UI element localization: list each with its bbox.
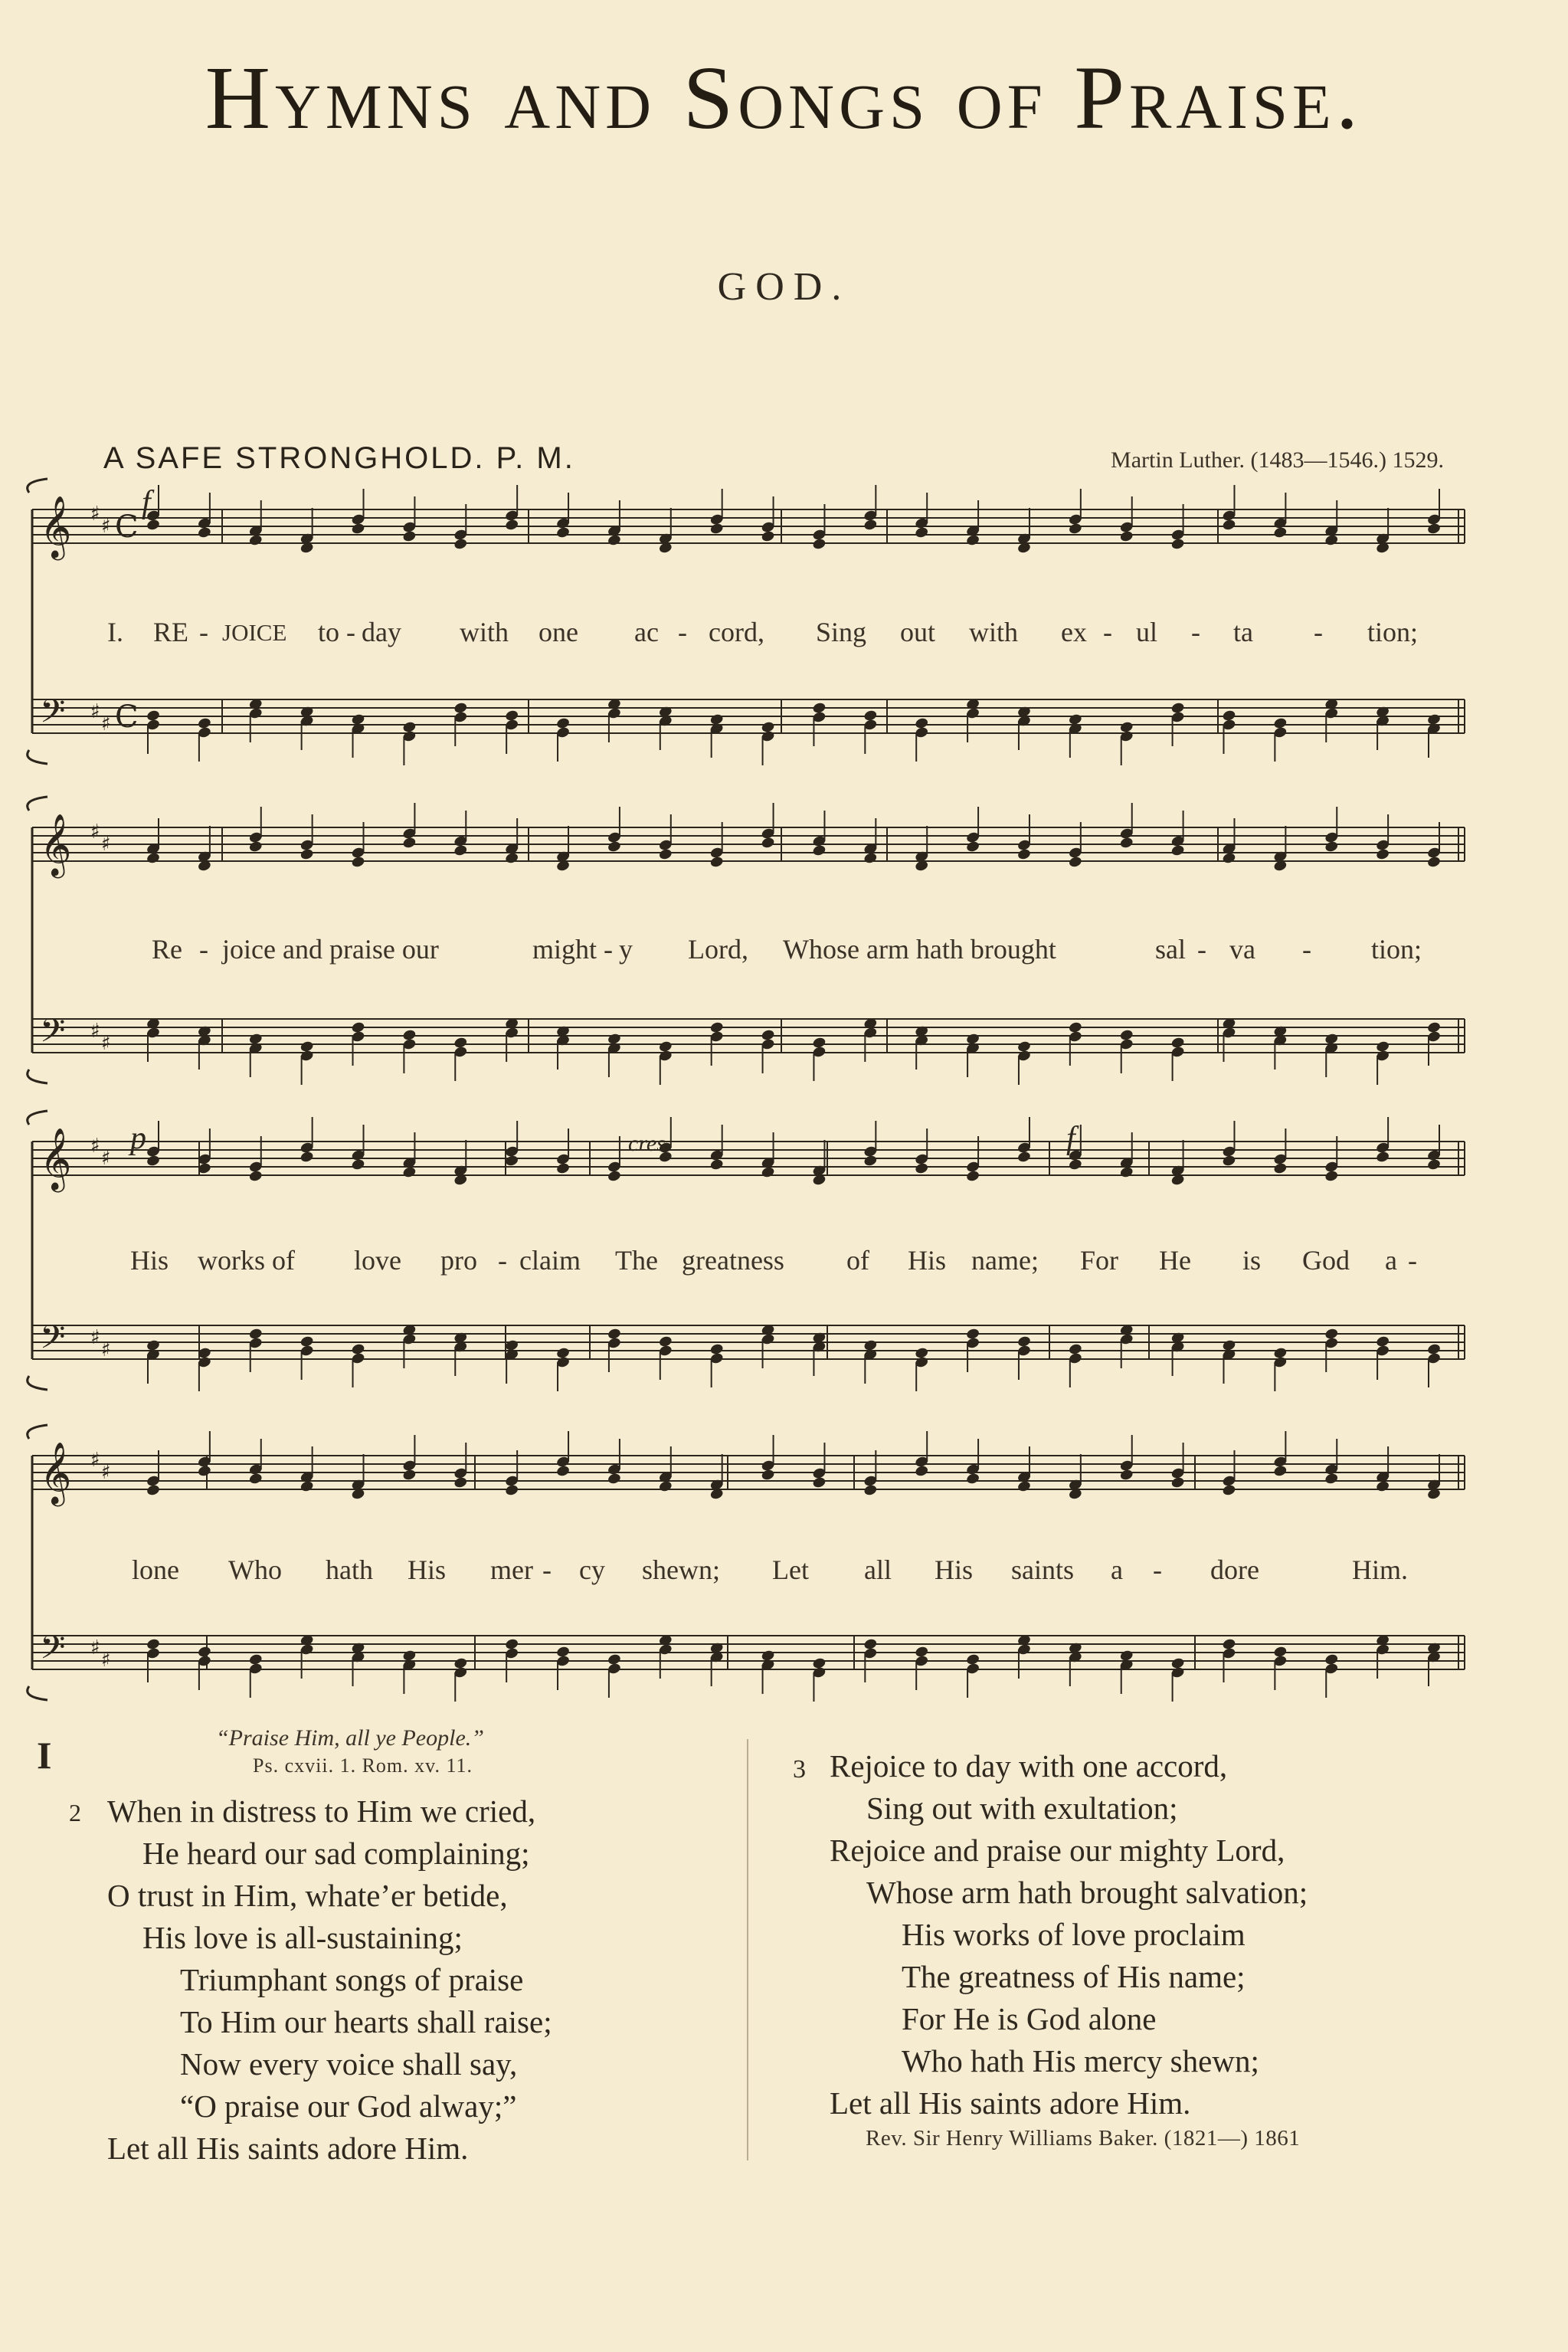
- note-head: [453, 538, 468, 551]
- lyric-syllable: with: [460, 617, 509, 647]
- note-head: [1273, 526, 1288, 539]
- note-head: [1273, 1465, 1288, 1478]
- note-head: [966, 1472, 980, 1486]
- lyric-syllable: -: [542, 1554, 552, 1585]
- lyric-syllable: tion;: [1367, 617, 1419, 647]
- note-head: [1119, 1166, 1134, 1179]
- tune-name: A SAFE STRONGHOLD. P. M.: [103, 441, 575, 475]
- lyric-syllable: all: [864, 1554, 892, 1585]
- lyric-syllable: Him.: [1352, 1554, 1409, 1585]
- note-head: [1376, 848, 1390, 861]
- sharp-sign: ♯: [90, 700, 100, 723]
- note-head: [709, 856, 724, 869]
- note-head: [351, 1158, 365, 1171]
- verse-line: Now every voice shall say,: [180, 2046, 518, 2082]
- note-head: [146, 1155, 160, 1168]
- note-head: [555, 526, 570, 539]
- note-head: [402, 837, 417, 850]
- lyric-syllable: one: [538, 617, 578, 647]
- lyric-syllable: of: [846, 1245, 869, 1276]
- note-head: [966, 534, 980, 547]
- note-head: [658, 848, 673, 861]
- lyric-syllable: His: [935, 1554, 974, 1585]
- column-divider: [747, 1739, 748, 2160]
- verse-line: He heard our sad complaining;: [142, 1836, 530, 1871]
- note-head: [453, 1476, 468, 1489]
- lyric-syllable: saints: [1011, 1554, 1075, 1585]
- verse-line-text: Rejoice to day with one accord,: [830, 1748, 1228, 1784]
- lyric-syllable: ac: [634, 617, 659, 647]
- treble-clef: 𝄞: [40, 1127, 72, 1190]
- sharp-sign: ♯: [101, 1649, 111, 1672]
- note-head: [812, 844, 827, 857]
- lyric-syllable: -: [346, 617, 355, 647]
- note-head: [607, 1170, 621, 1183]
- note-head: [197, 1465, 211, 1478]
- lyric-syllable: to: [318, 617, 340, 647]
- lyric-syllable: -: [199, 617, 208, 647]
- lyric-syllable: mer: [490, 1554, 533, 1585]
- verse-number: 2: [69, 1799, 81, 1826]
- lyrics-line-2: [0, 933, 1568, 967]
- note-head: [761, 530, 775, 543]
- sharp-sign: ♯: [101, 833, 111, 856]
- note-head: [1222, 1155, 1236, 1168]
- note-head: [709, 522, 724, 536]
- bracket-hook: [28, 797, 47, 811]
- note-head: [300, 1151, 314, 1164]
- lyric-syllable: va: [1229, 934, 1255, 965]
- sharp-sign: ♯: [101, 712, 111, 735]
- note-head: [966, 1170, 980, 1183]
- book-title: Hymns and Songs of Praise.: [205, 47, 1363, 148]
- lyric-syllable: For: [1080, 1245, 1119, 1276]
- treble-clef: 𝄞: [40, 813, 72, 876]
- note-head: [863, 1484, 878, 1497]
- lyric-syllable: Let: [772, 1554, 809, 1585]
- note-head: [505, 519, 519, 532]
- lyric-syllable: a: [1385, 1245, 1397, 1276]
- lyric-syllable: -: [678, 617, 687, 647]
- bass-clef: 𝄢: [40, 1012, 66, 1058]
- lyric-syllable: hath: [326, 1554, 373, 1585]
- note-head: [402, 1469, 417, 1482]
- dynamic-crescendo: cres.: [628, 1131, 672, 1156]
- note-head: [555, 1162, 570, 1175]
- lyric-syllable: shewn;: [642, 1554, 720, 1585]
- verse-line: The greatness of His name;: [902, 1959, 1246, 1994]
- common-time: C: [115, 509, 139, 545]
- sharp-sign: ♯: [101, 515, 111, 538]
- bass-clef: 𝄢: [40, 1629, 66, 1675]
- lyric-syllable: name;: [971, 1245, 1039, 1276]
- note-head: [402, 530, 417, 543]
- note-head: [1222, 852, 1236, 865]
- verse-number: 3: [793, 1755, 806, 1784]
- lyric-syllable: sal: [1155, 934, 1186, 965]
- note-head: [1426, 856, 1441, 869]
- lyric-syllable: Sing: [816, 617, 867, 647]
- lyric-syllable: love: [354, 1245, 401, 1276]
- note-head: [505, 1155, 519, 1168]
- verse-line: Sing out with exultation;: [866, 1790, 1178, 1826]
- lyric-syllable: -: [498, 1245, 507, 1276]
- lyric-syllable: dore: [1210, 1554, 1259, 1585]
- note-head: [1170, 1476, 1185, 1489]
- lyric-syllable: -: [1408, 1245, 1417, 1276]
- bracket-hook: [28, 1376, 47, 1390]
- note-head: [915, 1162, 929, 1175]
- note-head: [607, 840, 621, 853]
- lyric-syllable: ul: [1136, 617, 1158, 647]
- note-head: [1016, 1480, 1031, 1493]
- note-head: [863, 1155, 878, 1168]
- note-head: [812, 538, 827, 551]
- verse-line: [793, 1745, 1308, 1787]
- treble-clef: 𝄞: [40, 1441, 72, 1504]
- bass-clef: 𝄢: [40, 693, 66, 739]
- lyric-syllable: -: [199, 934, 208, 965]
- lyric-syllable: -: [604, 934, 613, 965]
- sharp-sign: ♯: [90, 1020, 100, 1043]
- sharp-sign: ♯: [101, 1338, 111, 1361]
- lyric-syllable: cy: [579, 1554, 605, 1585]
- sharp-sign: ♯: [90, 1449, 100, 1472]
- bracket-hook: [28, 1425, 47, 1439]
- note-head: [300, 848, 314, 861]
- lyric-syllable: is: [1242, 1245, 1262, 1276]
- lyric-syllable: His: [130, 1245, 169, 1276]
- sharp-sign: ♯: [90, 1636, 100, 1659]
- dynamic-piano: p: [130, 1121, 146, 1156]
- lyric-syllable: He: [1159, 1245, 1191, 1276]
- note-head: [248, 1472, 263, 1486]
- bracket-hook: [28, 1111, 47, 1125]
- lyric-syllable: -: [1103, 617, 1112, 647]
- verse-line: His works of love proclaim: [902, 1917, 1246, 1952]
- note-head: [1016, 848, 1031, 861]
- treble-clef: 𝄞: [40, 495, 72, 558]
- dynamic-forte: f: [142, 485, 151, 520]
- note-head: [915, 1465, 929, 1478]
- common-time: C: [115, 699, 139, 735]
- note-head: [1324, 1472, 1339, 1486]
- lyrics-line-4: [0, 1554, 1568, 1587]
- verse-2: [69, 1790, 552, 2170]
- author-credit: Rev. Sir Henry Williams Baker. (1821—) 1861: [866, 2126, 1301, 2151]
- note-head: [1273, 1162, 1288, 1175]
- note-head: [1170, 844, 1185, 857]
- lyric-syllable: y: [619, 934, 633, 965]
- lyric-syllable: -: [1314, 617, 1323, 647]
- lyrics-line-3: [0, 1244, 1568, 1278]
- note-head: [1376, 1151, 1390, 1164]
- verse-line: O trust in Him, whate’er betide,: [107, 1878, 508, 1913]
- note-head: [1170, 538, 1185, 551]
- verse-line-text: When in distress to Him we cried,: [107, 1793, 536, 1829]
- lyric-syllable: lone: [132, 1554, 179, 1585]
- lyric-syllable: greatness: [682, 1245, 784, 1276]
- lyric-syllable: The: [615, 1245, 658, 1276]
- note-head: [248, 1170, 263, 1183]
- note-head: [1222, 519, 1236, 532]
- verse-line: Rejoice and praise our mighty Lord,: [830, 1833, 1285, 1868]
- note-head: [863, 852, 878, 865]
- bracket-hook: [28, 1686, 47, 1700]
- note-head: [146, 852, 160, 865]
- note-head: [812, 1476, 827, 1489]
- bracket-hook: [28, 1070, 47, 1083]
- lyric-syllable: His: [908, 1245, 947, 1276]
- lyric-syllable: God: [1302, 1245, 1350, 1276]
- note-head: [863, 519, 878, 532]
- lyric-syllable: His: [408, 1554, 447, 1585]
- lyric-syllable: Whose arm hath brought: [783, 934, 1056, 965]
- bracket-hook: [28, 750, 47, 764]
- note-head: [915, 526, 929, 539]
- lyric-syllable: JOICE: [222, 619, 287, 646]
- sharp-sign: ♯: [101, 1032, 111, 1055]
- verse-line: “O praise our God alway;”: [180, 2088, 517, 2124]
- lyric-syllable: works of: [198, 1245, 295, 1276]
- note-head: [1376, 1480, 1390, 1493]
- verse-line: Triumphant songs of praise: [180, 1962, 524, 1997]
- note-head: [197, 526, 211, 539]
- lyric-syllable: Who: [228, 1554, 282, 1585]
- note-head: [1119, 1469, 1134, 1482]
- note-head: [1068, 1158, 1082, 1171]
- note-head: [1426, 1158, 1441, 1171]
- verse-line: Let all His saints adore Him.: [830, 2085, 1191, 2121]
- note-head: [351, 856, 365, 869]
- note-head: [146, 1484, 160, 1497]
- verse-line: To Him our hearts shall raise;: [180, 2004, 552, 2039]
- note-head: [248, 840, 263, 853]
- lyric-syllable: a: [1111, 1554, 1123, 1585]
- lyric-syllable: might: [532, 934, 597, 965]
- note-head: [505, 852, 519, 865]
- note-head: [761, 1469, 775, 1482]
- bass-clef: 𝄢: [40, 1318, 66, 1364]
- lyric-syllable: joice and praise our: [222, 934, 439, 965]
- note-head: [607, 534, 621, 547]
- section-title: GOD.: [717, 265, 851, 309]
- lyric-syllable: tion;: [1371, 934, 1422, 965]
- sharp-sign: ♯: [90, 503, 100, 526]
- note-head: [505, 1484, 519, 1497]
- lyric-syllable: -: [1302, 934, 1311, 965]
- lyric-syllable: -: [1153, 1554, 1162, 1585]
- verse-line: For He is God alone: [902, 2001, 1157, 2036]
- scripture-reference: Ps. cxvii. 1. Rom. xv. 11.: [253, 1754, 473, 1777]
- lyric-syllable: Re: [152, 934, 182, 965]
- verse-line: Whose arm hath brought salvation;: [866, 1875, 1308, 1910]
- lyric-syllable: ex: [1061, 617, 1087, 647]
- verse-line: His love is all-sustaining;: [142, 1920, 463, 1955]
- note-head: [1324, 534, 1339, 547]
- note-head: [658, 1480, 673, 1493]
- verse-line: Let all His saints adore Him.: [107, 2131, 469, 2166]
- lyric-syllable: cord,: [709, 617, 764, 647]
- note-head: [761, 837, 775, 850]
- lyric-syllable: claim: [519, 1245, 581, 1276]
- reference-title: “Praise Him, all ye People.”: [216, 1725, 484, 1751]
- note-head: [300, 1480, 314, 1493]
- note-head: [555, 1465, 570, 1478]
- note-head: [761, 1166, 775, 1179]
- dynamic-forte-2: f: [1066, 1121, 1075, 1156]
- note-head: [1068, 522, 1082, 536]
- bracket-hook: [28, 479, 47, 493]
- note-head: [1119, 530, 1134, 543]
- note-head: [607, 1472, 621, 1486]
- note-head: [248, 534, 263, 547]
- note-head: [1324, 840, 1339, 853]
- sharp-sign: ♯: [90, 1135, 100, 1158]
- note-head: [1068, 856, 1082, 869]
- note-head: [1016, 1151, 1031, 1164]
- note-head: [1119, 837, 1134, 850]
- verse-3: [793, 1745, 1308, 2124]
- lyric-syllable: out: [900, 617, 936, 647]
- lyric-syllable: Lord,: [688, 934, 748, 965]
- sharp-sign: ♯: [90, 1326, 100, 1349]
- verse-line: [69, 1790, 552, 1833]
- lyric-syllable: pro: [440, 1245, 477, 1276]
- note-head: [1222, 1484, 1236, 1497]
- lyric-syllable: day: [362, 617, 401, 647]
- sharp-sign: ♯: [101, 1147, 111, 1170]
- lyric-syllable: RE: [153, 617, 189, 647]
- hymn-number: I: [37, 1734, 52, 1777]
- note-head: [351, 522, 365, 536]
- verse-line: Who hath His mercy shewn;: [902, 2043, 1259, 2078]
- sharp-sign: ♯: [90, 821, 100, 844]
- note-head: [1324, 1170, 1339, 1183]
- note-head: [402, 1166, 417, 1179]
- lyric-syllable: with: [969, 617, 1019, 647]
- lyric-syllable: I.: [107, 617, 123, 647]
- note-head: [966, 840, 980, 853]
- note-head: [453, 844, 468, 857]
- note-head: [709, 1158, 724, 1171]
- lyric-syllable: -: [1197, 934, 1206, 965]
- composer-credit: Martin Luther. (1483—1546.) 1529.: [1111, 447, 1444, 473]
- lyric-syllable: -: [1191, 617, 1200, 647]
- note-head: [1426, 522, 1441, 536]
- sharp-sign: ♯: [101, 1461, 111, 1484]
- lyric-syllable: ta: [1233, 617, 1253, 647]
- lyrics-line-1: [0, 616, 1568, 650]
